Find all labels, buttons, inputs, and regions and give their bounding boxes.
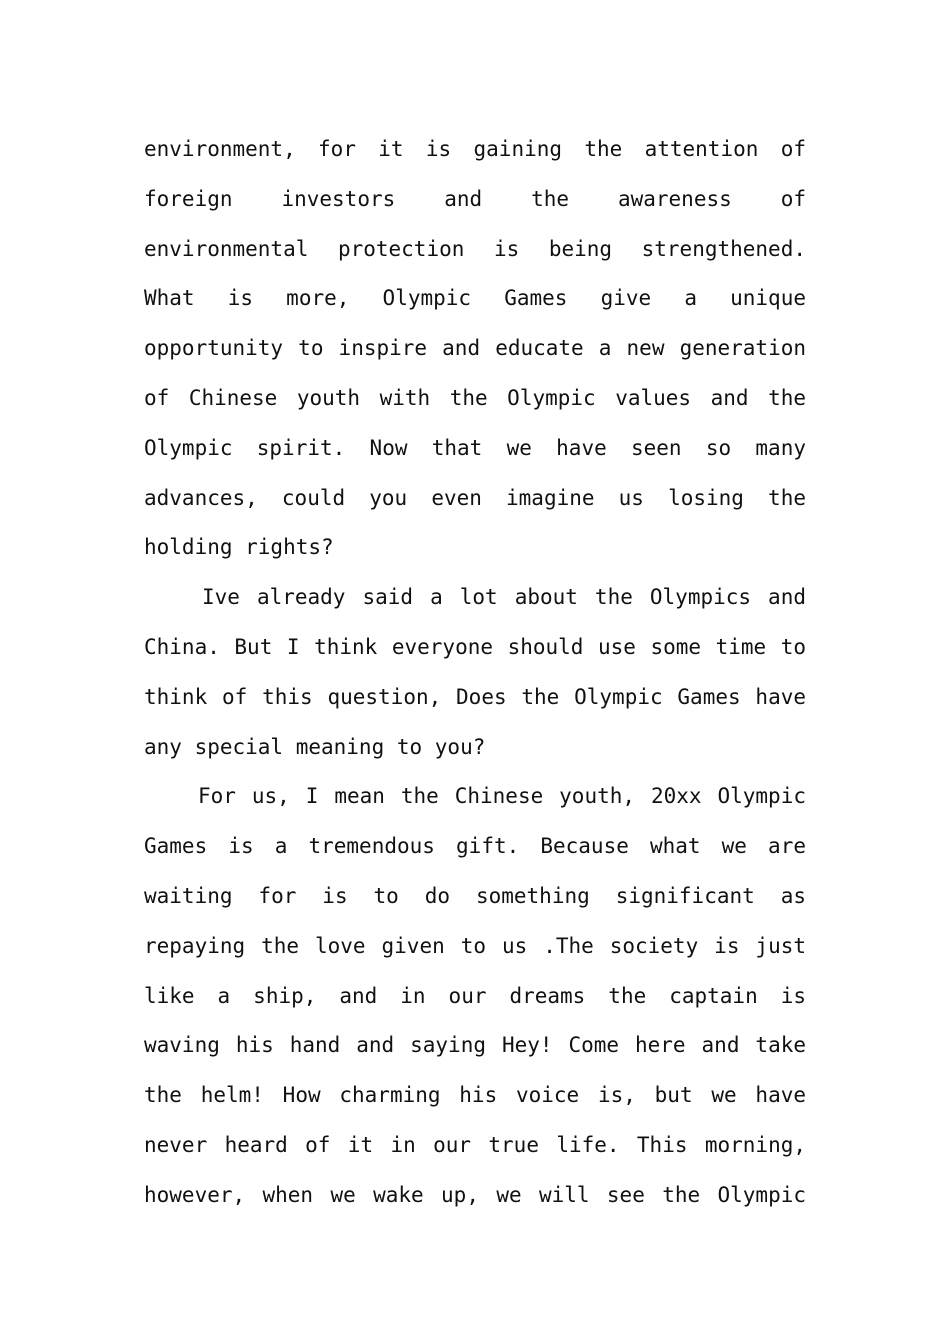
text-line: environmental protection is being strengthened. [144,236,806,261]
paragraph-start-line: Ive already said a lot about the Olympics and [202,585,806,610]
text-line: any special meaning to you? [144,734,486,759]
paragraph-start-line: For us, I mean the Chinese youth, 20xx Olympic [198,784,806,809]
body-text [144,125,806,1221]
text-line: holding rights? [144,535,334,560]
text-line: the helm! How charming his voice is, but we have [144,1083,806,1108]
text-line: opportunity to inspire and educate a new generation [144,336,806,361]
text-line: What is more, Olympic Games give a unique [144,286,806,311]
text-line: of Chinese youth with the Olympic values and the [144,385,806,410]
text-line: advances, could you even imagine us losing the [144,485,806,510]
text-line: never heard of it in our true life. This morning, [144,1132,806,1157]
text-line: foreign investors and the awareness of [144,186,806,211]
text-line: waving his hand and saying Hey! Come here and take [144,1033,806,1058]
text-line: repaying the love given to us .The society is just [144,933,806,958]
text-line: China. But I think everyone should use some time to [144,634,806,659]
text-line: like a ship, and in our dreams the captain is [144,983,806,1008]
text-line: think of this question, Does the Olympic Games have [144,684,806,709]
text-line: Games is a tremendous gift. Because what we are [144,834,806,859]
text-line: waiting for is to do something significant as [144,883,806,908]
text-line: environment, for it is gaining the attention of [144,137,806,161]
text-line: however, when we wake up, we will see the Olympic [144,1182,806,1207]
text-line: Olympic spirit. Now that we have seen so many [144,435,806,460]
